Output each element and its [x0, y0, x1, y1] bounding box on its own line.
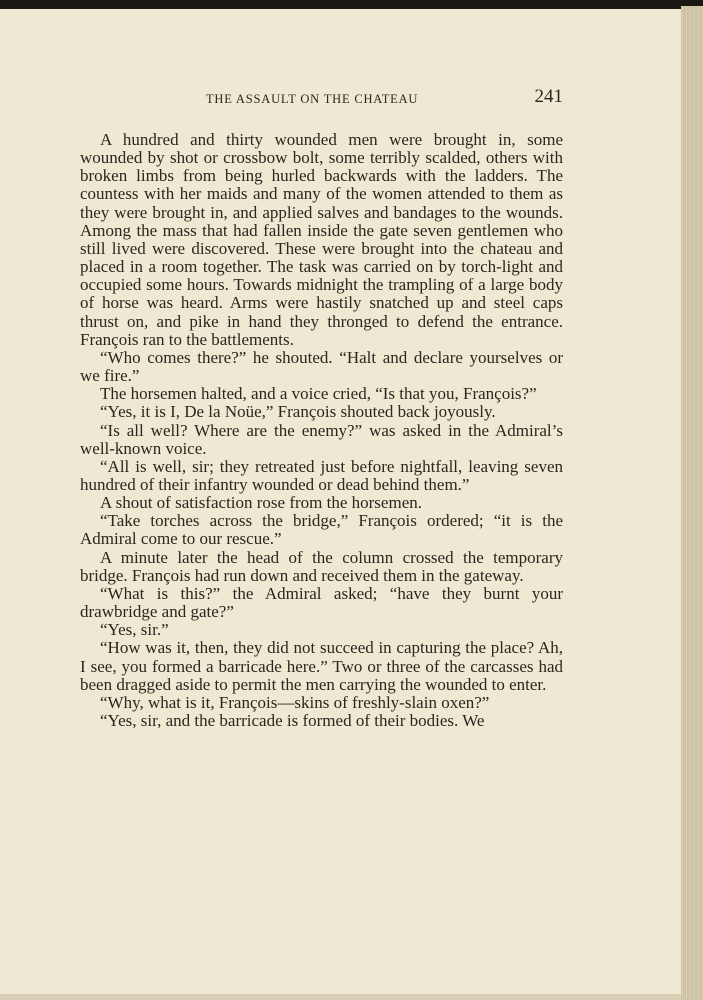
book-top-edge: [0, 0, 703, 9]
paragraph: The horsemen halted, and a voice cried, “Is that you, François?”: [100, 384, 537, 404]
page-leaves-edge: [681, 6, 703, 1000]
paragraph: “Take torches across the bridge,” François ordered; “it is the Admiral come to our rescue.”: [80, 511, 563, 549]
paragraph: “Yes, it is I, De la Noüe,” François shouted back joyously.: [100, 402, 496, 422]
paragraph: A shout of satisfaction rose from the horsemen.: [100, 493, 422, 513]
body-text: [80, 131, 563, 730]
page-header: [80, 84, 563, 112]
paragraph: A minute later the head of the column crossed the temporary bridge. François had run down and received them in the gateway.: [80, 547, 563, 585]
paragraph: A hundred and thirty wounded men were brought in, some wounded by shot or crossbow bolt, some terribly scalded, others with broken limbs from being hurled backwards with the ladders. The countess with her maids and many of the women attended to them as they were brought in, and applied salves and bandages to the wounds. Among the mass that had fallen inside the gate seven gentlemen who still lived were discovered. These were brought into the chateau and placed in a room together. The task was carried on by torch-light and occupied some hours. Towards midnight the trampling of a large body of horse was heard. Arms were hastily snatched up and steel caps thrust on, and pike in hand they thronged to defend the entrance. François ran to the battlements.: [80, 130, 563, 349]
paragraph: “Who comes there?” he shouted. “Halt and declare yourselves or we fire.”: [80, 347, 563, 386]
page-number: 241: [534, 86, 563, 107]
paragraph: “How was it, then, they did not succeed in capturing the place? Ah, I see, you formed a barricade here.” Two or three of the carcasses had been dragged aside to permit the men carrying the wounded to enter.: [80, 638, 563, 694]
paragraph: “Yes, sir, and the barricade is formed of their bodies. We: [100, 711, 485, 730]
paragraph: “Why, what is it, François—skins of freshly-slain oxen?”: [100, 692, 490, 712]
paragraph: “All is well, sir; they retreated just before nightfall, leaving seven hundred of their infantry wounded or dead behind them.”: [80, 456, 563, 494]
page-bottom-edge: [0, 994, 686, 1000]
paragraph: “Is all well? Where are the enemy?” was asked in the Admiral’s well-known voice.: [80, 420, 563, 458]
running-head: THE ASSAULT ON THE CHATEAU: [206, 92, 419, 106]
paragraph: “What is this?” the Admiral asked; “have they burnt your drawbridge and gate?”: [80, 583, 563, 622]
paragraph: “Yes, sir.”: [100, 620, 169, 640]
